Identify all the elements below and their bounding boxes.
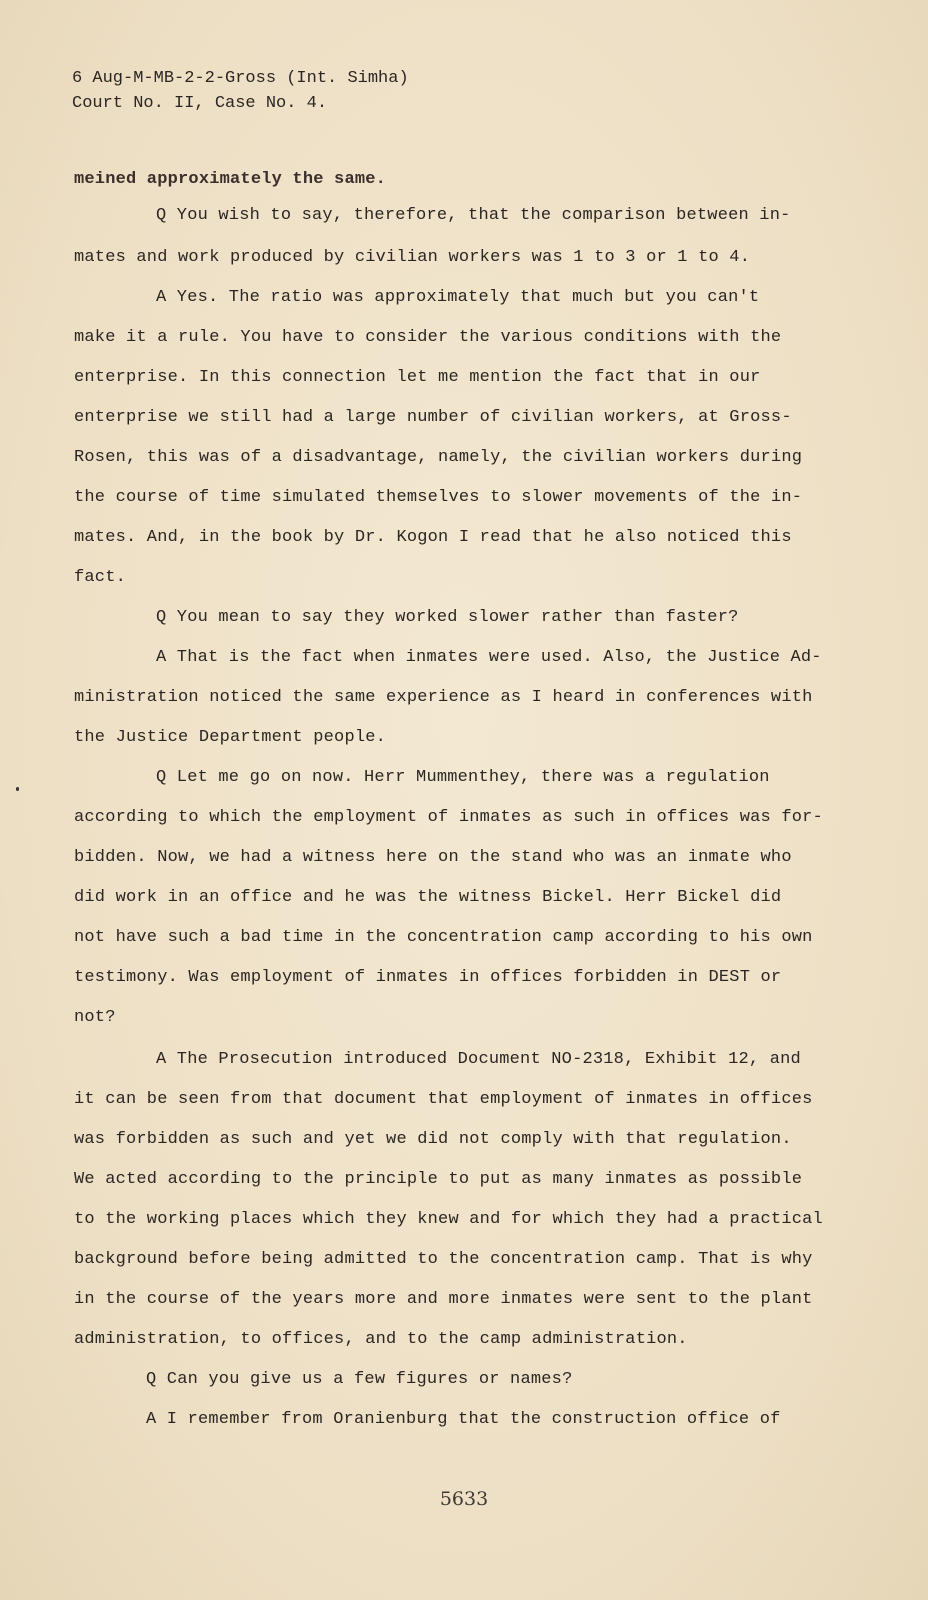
text-line: Q You wish to say, therefore, that the comparison between in- (156, 206, 791, 225)
text-line: Q Let me go on now. Herr Mummenthey, there was a regulation (156, 768, 770, 787)
text-line: was forbidden as such and yet we did not comply with that regulation. (74, 1130, 792, 1149)
text-line: We acted according to the principle to put as many inmates as possible (74, 1170, 803, 1189)
text-line: meined approximately the same. (74, 170, 387, 189)
header-line-1: 6 Aug-M-MB-2-2-Gross (Int. Simha) (72, 69, 409, 88)
text-line: bidden. Now, we had a witness here on the stand who was an inmate who (74, 848, 792, 867)
text-line: testimony. Was employment of inmates in offices forbidden in DEST or (74, 968, 782, 987)
page-number: 5633 (439, 1488, 489, 1510)
text-line: to the working places which they knew and for which they had a practical (74, 1210, 823, 1229)
text-line: fact. (74, 568, 127, 587)
text-line: ministration noticed the same experience as I heard in conferences with (74, 688, 813, 707)
text-line: mates and work produced by civilian workers was 1 to 3 or 1 to 4. (74, 248, 751, 267)
text-line: background before being admitted to the concentration camp. That is why (74, 1250, 813, 1269)
text-line: A The Prosecution introduced Document NO-2318, Exhibit 12, and (156, 1050, 801, 1069)
text-line: the course of time simulated themselves to slower movements of the in- (74, 488, 803, 507)
margin-mark (16, 787, 19, 791)
header-line-2: Court No. II, Case No. 4. (72, 94, 328, 113)
text-line: A Yes. The ratio was approximately that much but you can't (156, 288, 760, 307)
text-line: Q Can you give us a few figures or names? (146, 1370, 573, 1389)
text-line: administration, to offices, and to the camp administration. (74, 1330, 688, 1349)
text-line: enterprise we still had a large number of civilian workers, at Gross- (74, 408, 792, 427)
text-line: not? (74, 1008, 116, 1027)
text-line: mates. And, in the book by Dr. Kogon I read that he also noticed this (74, 528, 792, 547)
text-line: make it a rule. You have to consider the various conditions with the (74, 328, 782, 347)
text-line: enterprise. In this connection let me mention the fact that in our (74, 368, 761, 387)
text-line: it can be seen from that document that employment of inmates in offices (74, 1090, 813, 1109)
text-line: in the course of the years more and more inmates were sent to the plant (74, 1290, 813, 1309)
text-line: Rosen, this was of a disadvantage, namely, the civilian workers during (74, 448, 803, 467)
text-line: A I remember from Oranienburg that the construction office of (146, 1410, 781, 1429)
document-header (72, 66, 409, 116)
text-line: not have such a bad time in the concentration camp according to his own (74, 928, 813, 947)
text-line: according to which the employment of inmates as such in offices was for- (74, 808, 823, 827)
text-line: Q You mean to say they worked slower rather than faster? (156, 608, 739, 627)
text-line: did work in an office and he was the witness Bickel. Herr Bickel did (74, 888, 782, 907)
text-line: the Justice Department people. (74, 728, 387, 747)
text-line: A That is the fact when inmates were used. Also, the Justice Ad- (156, 648, 822, 667)
